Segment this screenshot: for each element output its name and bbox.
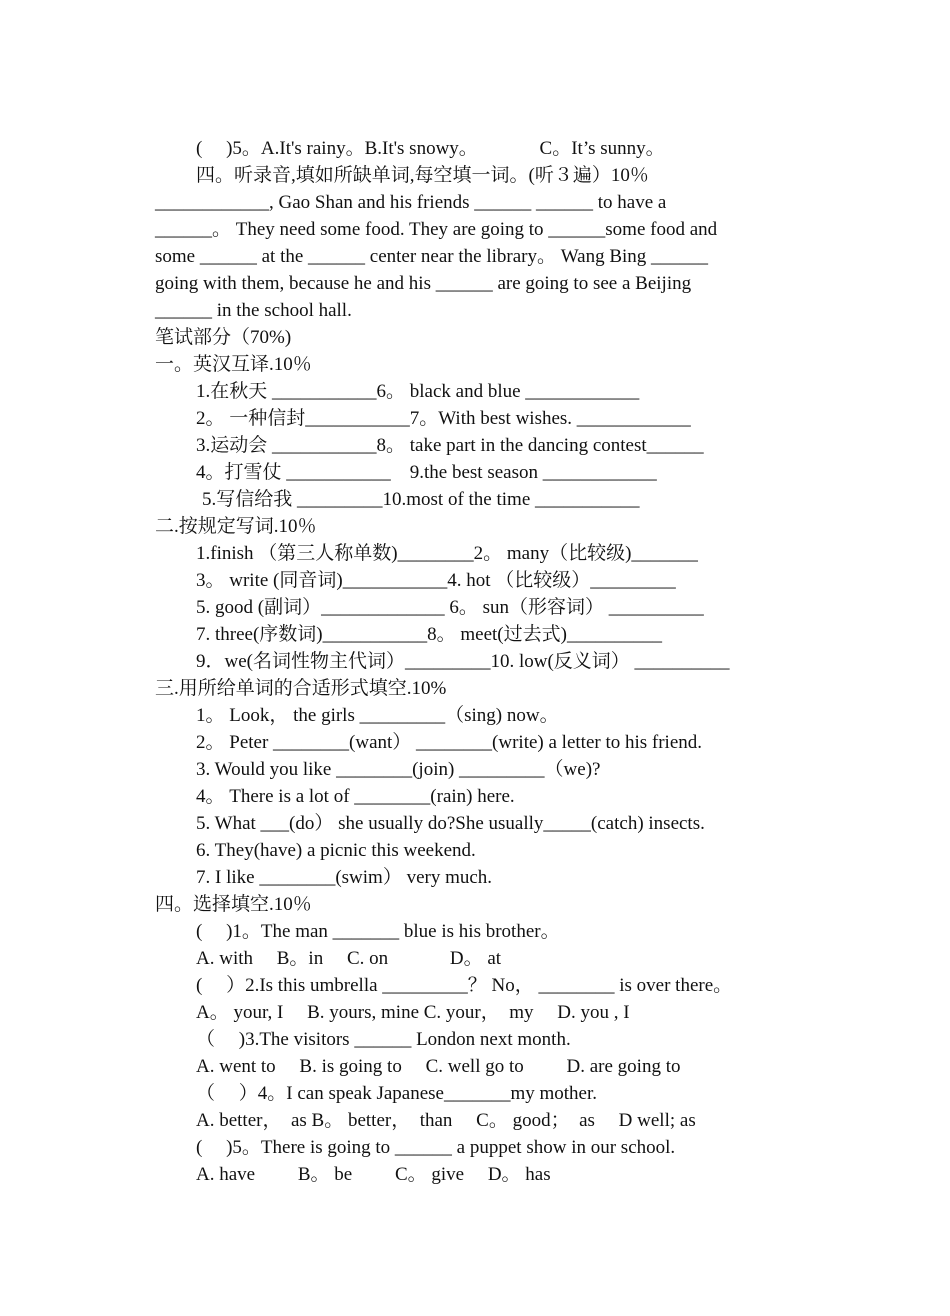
part3-heading: 三.用所给单词的合适形式填空.10% — [155, 678, 447, 699]
part4-heading: 四。选择填空.10％ — [155, 894, 312, 915]
choice-question-stem: ( )5。There is going to ______ a puppet show in our school. — [196, 1137, 676, 1158]
passage-line: ______。 They need some food. They are going to ______some food and — [155, 219, 718, 240]
choice-question-stem: （ ）4。I can speak Japanese_______my mother. — [196, 1083, 598, 1104]
choice-question-stem: ( ）2.Is this umbrella _________？ No， ________ is over there。 — [196, 975, 733, 996]
choice-question-stem: ( )1。The man _______ blue is his brother。 — [196, 921, 560, 942]
word-form-line: 7. three(序数词)___________8。 meet(过去式)__________ — [196, 624, 662, 645]
choice-question-options: A。 your, I B. yours, mine C. your， my D. you , I — [196, 1002, 630, 1023]
fill-blank-line: 6. They(have) a picnic this weekend. — [196, 840, 476, 861]
word-form-line: 9．we(名词性物主代词）_________10. low(反义词） __________ — [196, 651, 730, 672]
word-form-line: 5. good (副词）_____________ 6。 sun（形容词） __________ — [196, 597, 704, 618]
fill-blank-line: 3. Would you like ________(join) _________（we)? — [196, 759, 601, 780]
passage-line: going with them, because he and his ______ are going to see a Beijing — [155, 273, 692, 294]
fill-blank-line: 4。 There is a lot of ________(rain) here. — [196, 786, 515, 807]
translation-line: 4。打雪仗 ___________ 9.the best season ____________ — [196, 462, 657, 483]
fill-blank-line: 1。 Look， the girls _________（sing) now。 — [196, 705, 559, 726]
listening-section4-heading: 四。听录音,填如所缺单词,每空填一词。(听３遍）10％ — [196, 165, 649, 186]
translation-line: 1.在秋天 ___________6。 black and blue ____________ — [196, 381, 640, 402]
listening-q5: ( )5。A.It's rainy。B.It's snowy。 C。It’s sunny。 — [196, 138, 665, 159]
choice-question-options: A. have B。 be C。 give D。 has — [196, 1164, 551, 1185]
passage-line: ______ in the school hall. — [155, 300, 352, 321]
part2-heading: 二.按规定写词.10％ — [155, 516, 317, 537]
choice-question-options: A. with B。in C. on D。 at — [196, 948, 502, 969]
passage-line: some ______ at the ______ center near the library。 Wang Bing ______ — [155, 246, 709, 267]
written-part-heading: 笔试部分（70%) — [155, 327, 292, 348]
word-form-line: 1.finish （第三人称单数)________2。 many（比较级)_______ — [196, 543, 698, 564]
translation-line: 2。 一种信封___________7。With best wishes. ____________ — [196, 408, 691, 429]
choice-question-options: A. better， as B。 better， than C。 good； as D well; as — [196, 1110, 696, 1131]
fill-blank-line: 2。 Peter ________(want） ________(write) a letter to his friend. — [196, 732, 703, 753]
passage-line: ____________, Gao Shan and his friends ______ ______ to have a — [155, 192, 667, 213]
fill-blank-line: 5. What ___(do） she usually do?She usually_____(catch) insects. — [196, 813, 705, 834]
word-form-line: 3。 write (同音词)___________4. hot （比较级）_________ — [196, 570, 676, 591]
translation-line: 5.写信给我 _________10.most of the time ___________ — [202, 489, 640, 510]
choice-question-options: A. went to B. is going to C. well go to D. are going to — [196, 1056, 681, 1077]
fill-blank-line: 7. I like ________(swim） very much. — [196, 867, 493, 888]
translation-line: 3.运动会 ___________8。 take part in the dancing contest______ — [196, 435, 704, 456]
part1-heading: 一。英汉互译.10％ — [155, 354, 312, 375]
choice-question-stem: （ )3.The visitors ______ London next month. — [196, 1029, 571, 1050]
